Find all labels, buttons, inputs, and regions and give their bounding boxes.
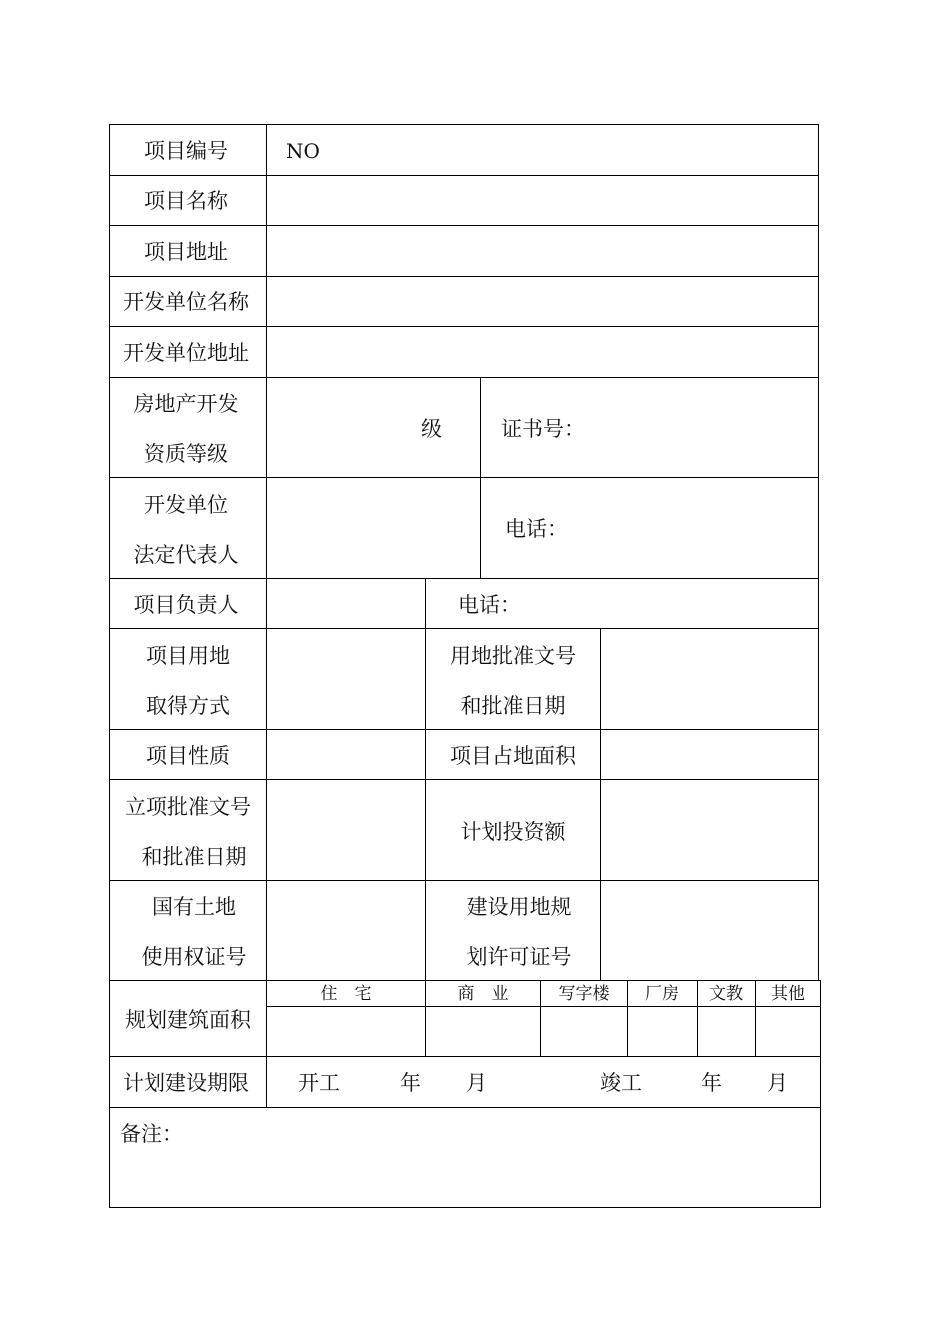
developer-name-field[interactable] [267, 277, 817, 326]
land-approval-label-line1: 用地批准文号 [450, 644, 576, 668]
row-divider [109, 729, 819, 730]
row-divider [109, 1056, 821, 1057]
land-use-cert-label-line2: 使用权证号 [141, 945, 247, 969]
project-approval-label-line2: 和批准日期 [141, 845, 247, 869]
developer-address-label: 开发单位地址 [123, 341, 249, 365]
area-type-office: 写字楼 [558, 984, 610, 1004]
area-type-residential: 住 宅 [320, 984, 372, 1004]
row-divider [109, 880, 819, 881]
planning-permit-label-line2: 划许可证号 [466, 945, 572, 969]
remarks-label: 备注： [120, 1122, 183, 1146]
column-divider [540, 980, 541, 1057]
table-border-right-lower [820, 980, 821, 1208]
developer-name-label: 开发单位名称 [123, 290, 249, 314]
column-divider [600, 628, 601, 981]
area-header-divider [266, 1006, 821, 1007]
project-nature-label: 项目性质 [146, 744, 230, 768]
table-border-top [109, 124, 819, 125]
area-type-education: 文教 [709, 984, 743, 1004]
project-name-label: 项目名称 [144, 189, 228, 213]
completion-year-label: 年 [701, 1071, 722, 1095]
area-type-commercial: 商 业 [457, 984, 509, 1004]
area-type-other: 其他 [771, 984, 805, 1004]
legal-rep-phone-label: 电话： [505, 517, 568, 541]
start-label: 开工 [298, 1071, 340, 1095]
project-address-field[interactable] [267, 226, 817, 276]
completion-label: 竣工 [600, 1071, 642, 1095]
certificate-no-label: 证书号： [501, 417, 585, 441]
planned-area-label: 规划建筑面积 [125, 1008, 251, 1032]
row-divider [109, 578, 819, 579]
project-no-label: 项目编号 [144, 139, 228, 163]
land-acquisition-label-line1: 项目用地 [146, 644, 230, 668]
project-address-label: 项目地址 [144, 240, 228, 264]
legal-rep-label-line2: 法定代表人 [133, 543, 239, 567]
area-type-factory: 厂房 [645, 984, 679, 1004]
column-divider [480, 377, 481, 578]
land-approval-label-line2: 和批准日期 [460, 694, 566, 718]
row-divider [109, 628, 819, 629]
manager-phone-label: 电话： [458, 593, 521, 617]
row-divider [109, 377, 819, 378]
row-divider [109, 477, 819, 478]
column-divider [755, 980, 756, 1057]
project-name-field[interactable] [267, 176, 817, 225]
planning-permit-label-line1: 建设用地规 [466, 895, 572, 919]
project-approval-label-line1: 立项批准文号 [125, 795, 251, 819]
start-month-label: 月 [466, 1071, 487, 1095]
land-area-label: 项目占地面积 [450, 744, 576, 768]
column-divider [627, 980, 628, 1057]
completion-month-label: 月 [767, 1071, 788, 1095]
land-acquisition-label-line2: 取得方式 [146, 694, 230, 718]
column-divider [425, 578, 426, 1057]
qualification-label-line1: 房地产开发 [133, 392, 239, 416]
schedule-label: 计划建设期限 [123, 1071, 249, 1095]
grade-suffix: 级 [421, 417, 442, 441]
table-border-right [818, 124, 819, 981]
remarks-field[interactable] [110, 1108, 819, 1207]
table-border-left [109, 124, 110, 1208]
developer-address-field[interactable] [267, 327, 817, 377]
row-divider [109, 779, 819, 780]
row-divider [109, 980, 821, 981]
project-manager-label: 项目负责人 [133, 593, 239, 617]
qualification-label-line2: 资质等级 [144, 442, 228, 466]
investment-label: 计划投资额 [460, 820, 566, 844]
legal-rep-label-line1: 开发单位 [144, 493, 228, 517]
table-border-bottom [109, 1207, 821, 1208]
column-divider [697, 980, 698, 1057]
land-use-cert-label-line1: 国有土地 [152, 895, 236, 919]
project-no-value[interactable]: NO [286, 139, 320, 163]
start-year-label: 年 [400, 1071, 421, 1095]
